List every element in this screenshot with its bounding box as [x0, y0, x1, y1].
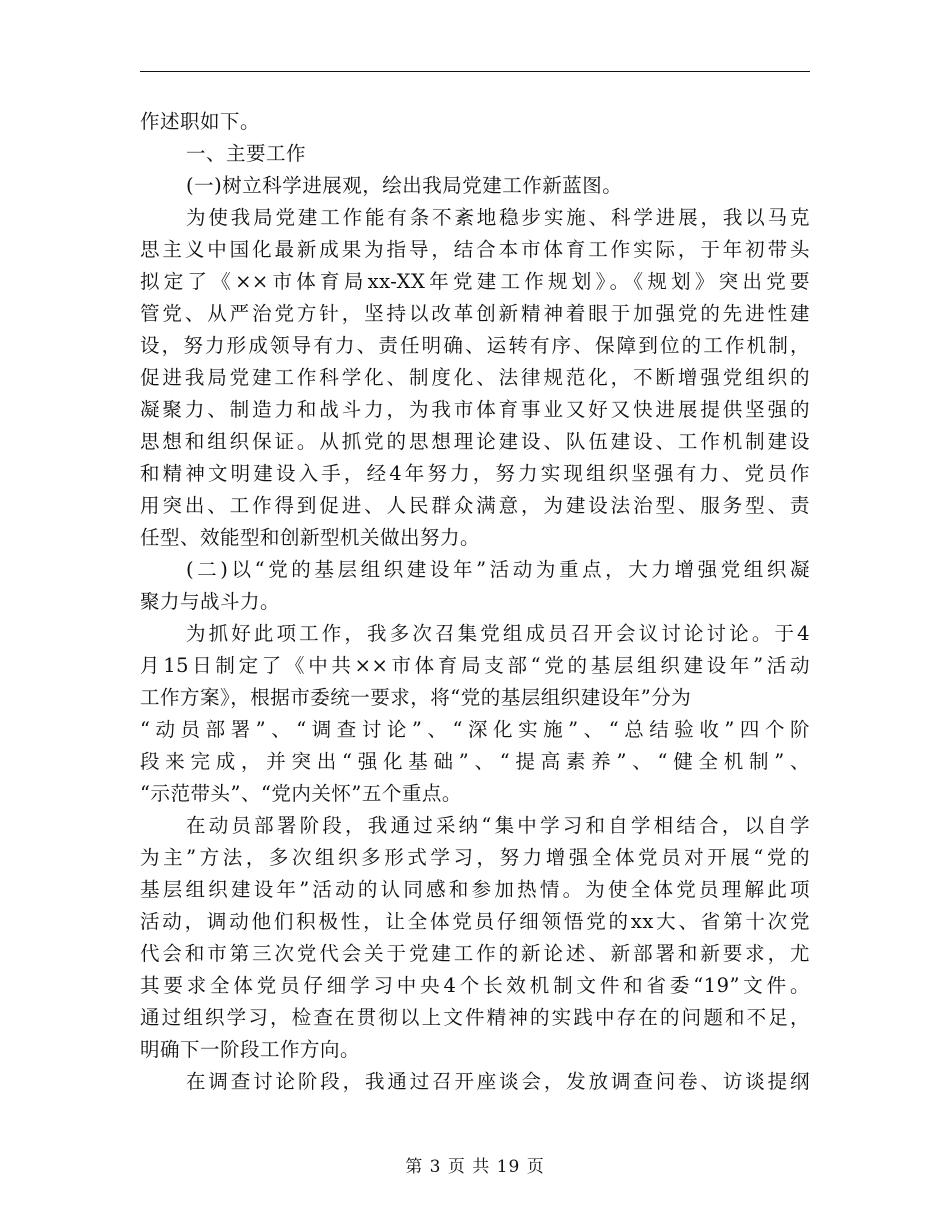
header-rule: [140, 71, 810, 72]
body-line: 在调查讨论阶段，我通过召开座谈会，发放调查问卷、访谈提纲: [186, 1070, 810, 1093]
body-line: 为抓好此项工作，我多次召集党组成员召开会议讨论讨论。于4: [186, 622, 810, 645]
body-line: (一)树立科学进展观，绘出我局党建工作新蓝图。: [186, 174, 623, 197]
body-line: 设，努力形成领导有力、责任明确、运转有序、保障到位的工作机制，: [140, 334, 810, 357]
body-line: 促进我局党建工作科学化、制度化、法律规范化，不断增强党组织的: [140, 366, 810, 389]
body-line: “动员部署”、“调查讨论”、“深化实施”、“总结验收”四个阶: [140, 718, 810, 741]
body-line: 思主义中国化最新成果为指导，结合本市体育工作实际，于年初带头: [140, 238, 810, 261]
body-line: 一、主要工作: [186, 142, 307, 165]
body-line: 基层组织建设年”活动的认同感和参加热情。为使全体党员理解此项: [140, 878, 810, 901]
body-line: 为主”方法，多次组织多形式学习，努力增强全体党员对开展“党的: [140, 846, 810, 869]
body-line: 活动，调动他们积极性，让全体党员仔细领悟党的xx大、省第十次党: [140, 910, 810, 933]
body-line: 在动员部署阶段，我通过采纳“集中学习和自学相结合，以自学: [186, 814, 810, 837]
body-line: 凝聚力、制造力和战斗力，为我市体育事业又好又快进展提供坚强的: [140, 398, 810, 421]
body-line: 工作方案》，根据市委统一要求，将“党的基层组织建设年”分为: [140, 686, 692, 709]
body-line: 月15日制定了《中共××市体育局支部“党的基层组织建设年”活动: [140, 654, 810, 677]
body-line: 通过组织学习，检查在贯彻以上文件精神的实践中存在的问题和不足，: [140, 1006, 810, 1029]
body-line: 段来完成，并突出“强化基础”、“提高素养”、“健全机制”、: [140, 750, 810, 773]
body-line: 任型、效能型和创新型机关做出努力。: [140, 526, 481, 549]
document-body: [140, 106, 810, 1098]
body-line: 拟定了《××市体育局xx-XX年党建工作规划》。《规划》突出党要: [140, 270, 810, 293]
body-line: 管党、从严治党方针，坚持以改革创新精神着眼于加强党的先进性建: [140, 302, 810, 325]
body-line: 明确下一阶段工作方向。: [140, 1038, 361, 1061]
body-line: “示范带头”、“党内关怀”五个重点。: [140, 782, 462, 805]
body-line: 其要求全体党员仔细学习中央4个长效机制文件和省委“19”文件。: [140, 974, 810, 997]
body-line: 为使我局党建工作能有条不紊地稳步实施、科学进展，我以马克: [186, 206, 810, 229]
page-footer: 第 3 页 共 19 页: [405, 1157, 545, 1177]
body-line: 代会和市第三次党代会关于党建工作的新论述、新部署和新要求，尤: [140, 942, 810, 965]
body-line: 和精神文明建设入手，经4年努力，努力实现组织坚强有力、党员作: [140, 462, 810, 485]
body-line: 用突出、工作得到促进、人民群众满意，为建设法治型、服务型、责: [140, 494, 810, 517]
body-line: 作述职如下。: [140, 110, 261, 133]
body-line: 思想和组织保证。从抓党的思想理论建设、队伍建设、工作机制建设: [140, 430, 810, 453]
body-line: 聚力与战斗力。: [140, 590, 281, 613]
body-line: (二)以“党的基层组织建设年”活动为重点，大力增强党组织凝: [186, 558, 810, 581]
